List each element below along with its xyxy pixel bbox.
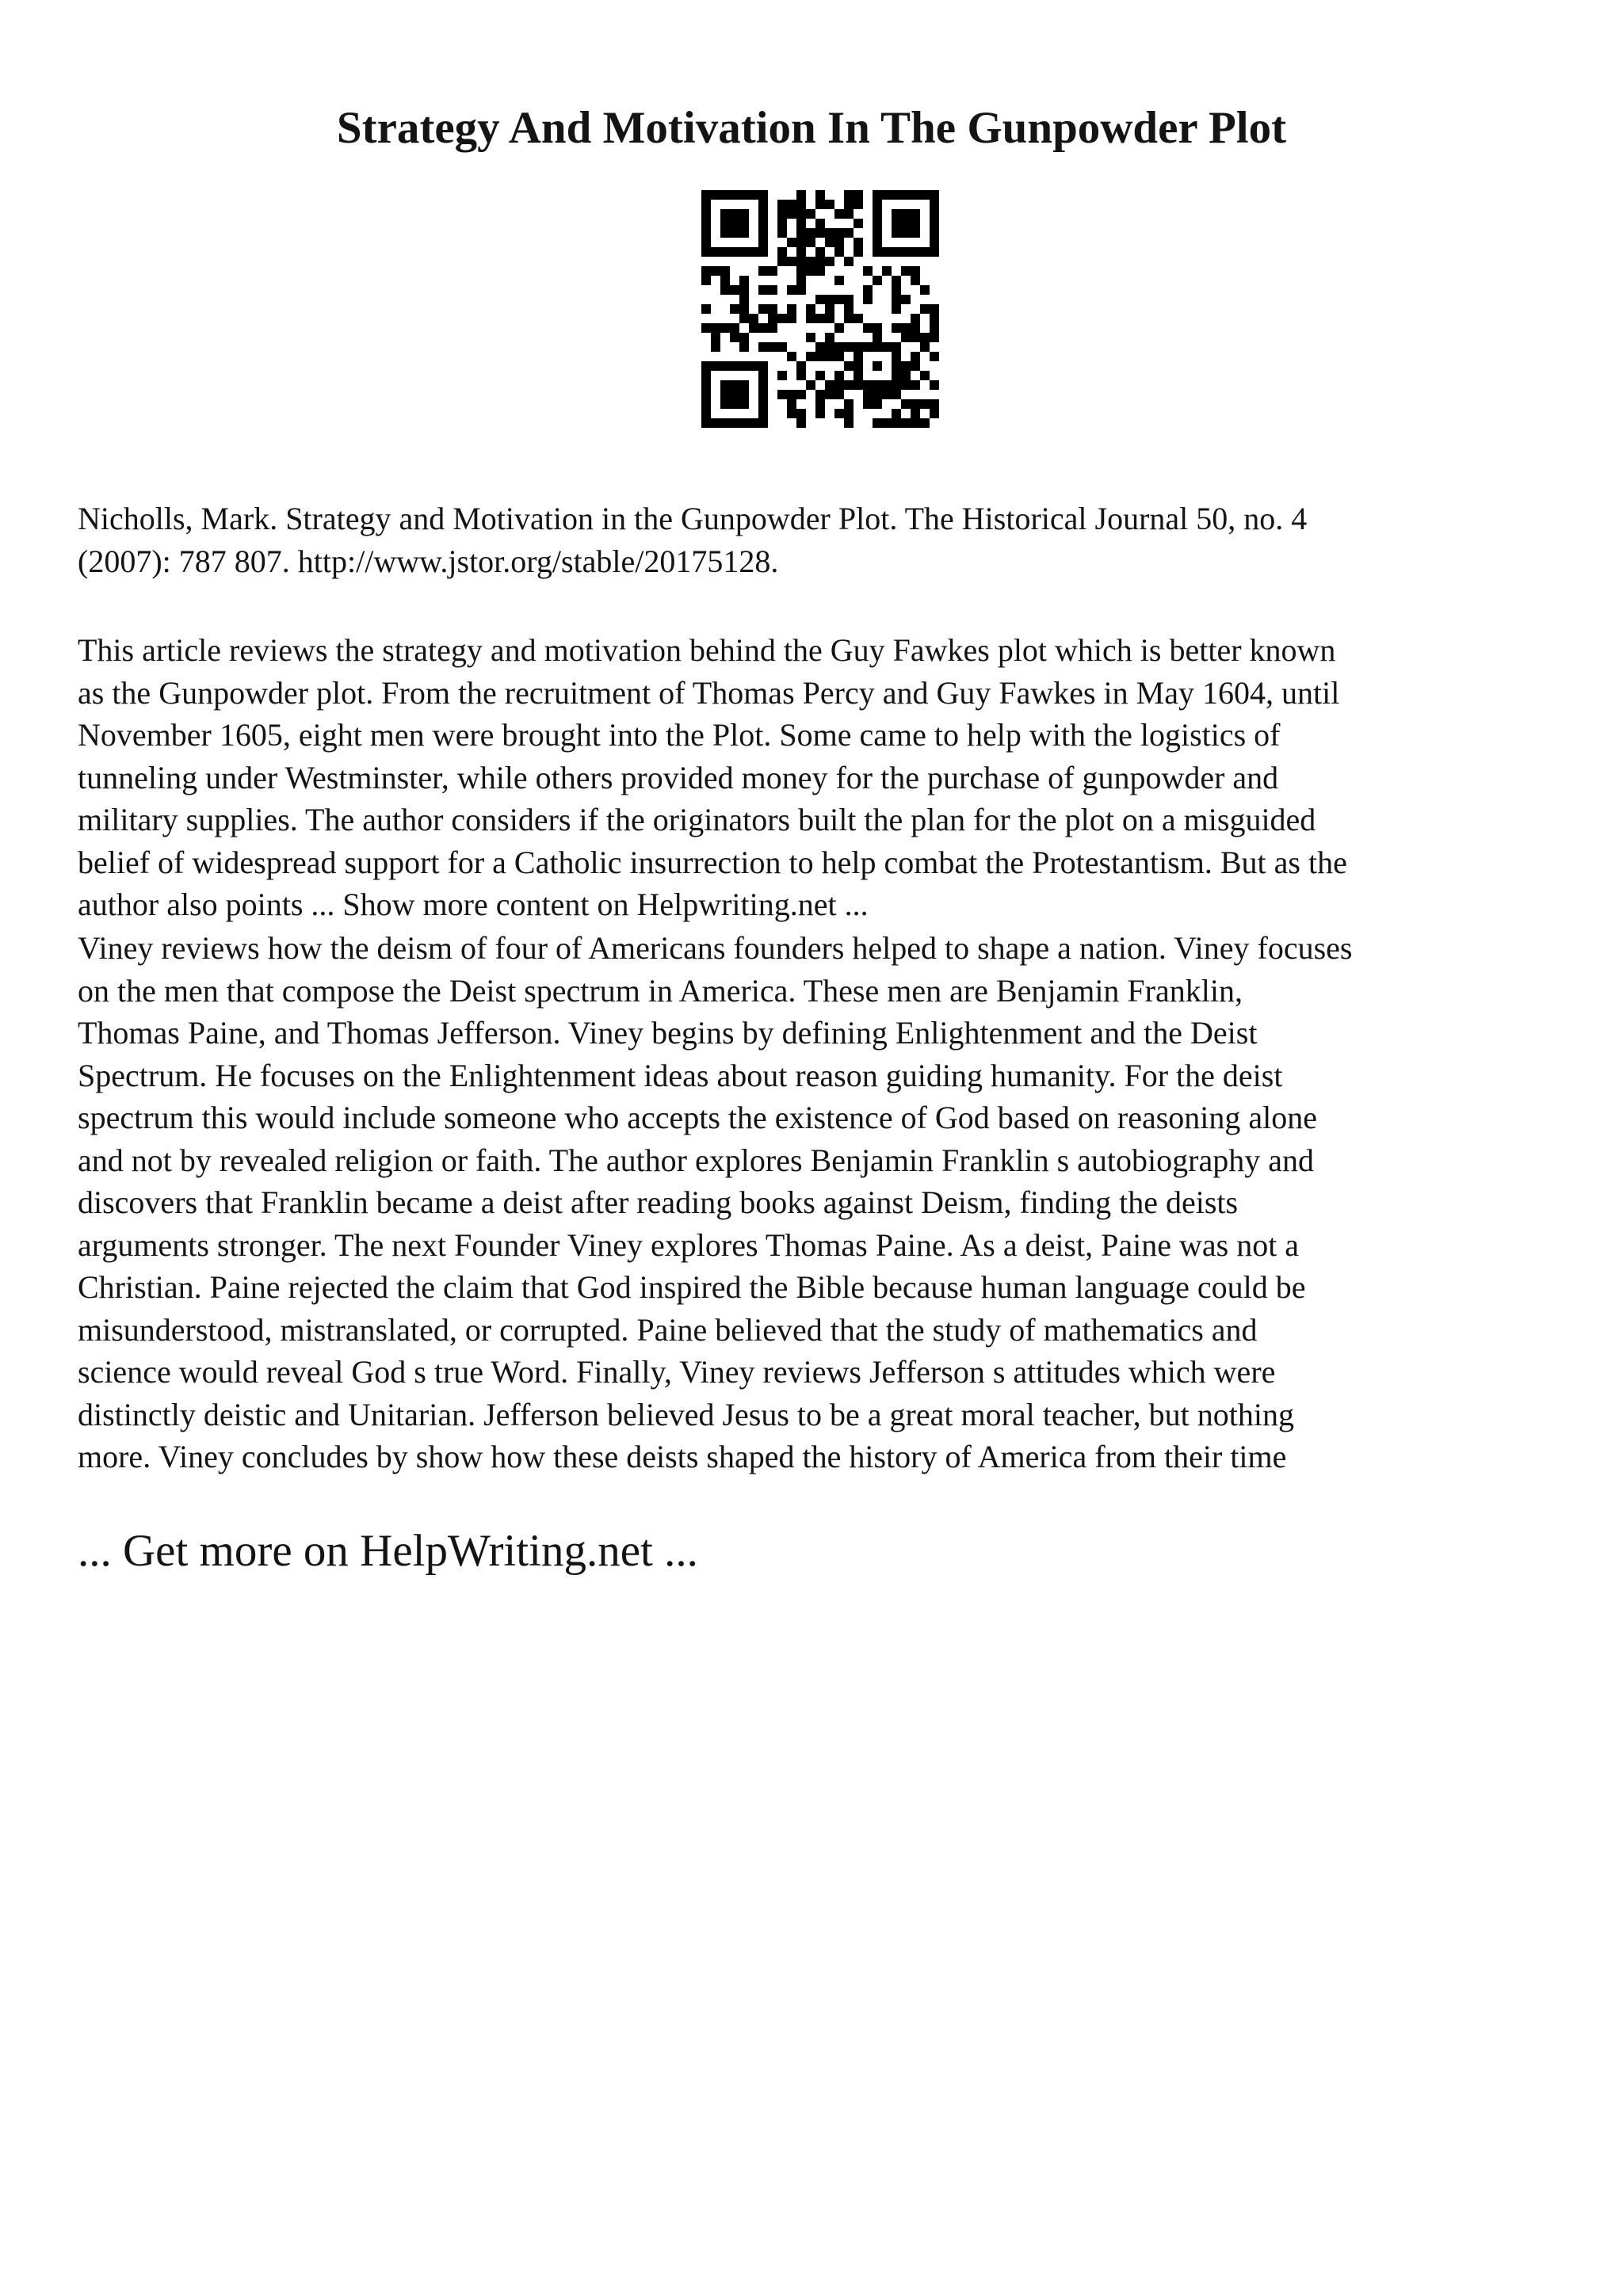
body-paragraph xyxy=(78,927,1575,1478)
paragraph-line: distinctly deistic and Unitarian. Jefferson believed Jesus to be a great moral teacher, but nothing xyxy=(78,1396,1294,1432)
paragraph-line: more. Viney concludes by show how these deists shaped the history of America from their time xyxy=(78,1439,1287,1474)
paragraph-line: military supplies. The author considers if the originators built the plan for the plot on a misguided xyxy=(78,802,1316,837)
paragraph-line: Christian. Paine rejected the claim that God inspired the Bible because human language could be xyxy=(78,1269,1306,1305)
paragraph-line: and not by revealed religion or faith. The author explores Benjamin Franklin s autobiography and xyxy=(78,1142,1314,1178)
page-title: Strategy And Motivation In The Gunpowder Plot xyxy=(336,103,1287,153)
paragraph-line: on the men that compose the Deist spectrum in America. These men are Benjamin Franklin, xyxy=(78,972,1243,1009)
citation xyxy=(78,498,1575,582)
paragraph-line: tunneling under Westminster, while others provided money for the purchase of gunpowder and xyxy=(78,759,1279,795)
qr-code-icon xyxy=(701,190,939,428)
citation-line: (2007): 787 807. http://www.jstor.org/stable/20175128. xyxy=(78,543,779,579)
paragraph-line: discovers that Franklin became a deist after reading books against Deism, finding the deists xyxy=(78,1184,1239,1220)
paragraph-line: arguments stronger. The next Founder Viney explores Thomas Paine. As a deist, Paine was not a xyxy=(78,1226,1300,1263)
paragraph-line: This article reviews the strategy and motivation behind the Guy Fawkes plot which is better known xyxy=(78,632,1336,668)
paragraph-line: science would reveal God s true Word. Finally, Viney reviews Jefferson s attitudes which were xyxy=(78,1354,1276,1390)
paragraph-line: Viney reviews how the deism of four of Americans founders helped to shape a nation. Viney focuses xyxy=(78,930,1353,966)
citation-line: Nicholls, Mark. Strategy and Motivation in the Gunpowder Plot. The Historical Journal 50, no. 4 xyxy=(78,501,1308,536)
paragraph-line: Thomas Paine, and Thomas Jefferson. Viney begins by defining Enlightenment and the Deist xyxy=(78,1015,1258,1051)
paragraph-line: as the Gunpowder plot. From the recruitment of Thomas Percy and Guy Fawkes in May 1604, until xyxy=(78,674,1340,711)
paragraph-line: author also points ... Show more content on Helpwriting.net ... xyxy=(78,887,869,922)
get-more-link[interactable]: ... Get more on HelpWriting.net ... xyxy=(78,1526,698,1576)
paragraph-line: spectrum this would include someone who accepts the existence of God based on reasoning alone xyxy=(78,1100,1318,1135)
body-paragraph xyxy=(78,629,1575,926)
paragraph-line: November 1605, eight men were brought into the Plot. Some came to help with the logistics of xyxy=(78,717,1281,753)
paragraph-line: misunderstood, mistranslated, or corrupted. Paine believed that the study of mathematics and xyxy=(78,1311,1258,1348)
paragraph-line: belief of widespread support for a Catholic insurrection to help combat the Protestantism. But as the xyxy=(78,844,1347,880)
paragraph-line: Spectrum. He focuses on the Enlightenment ideas about reason guiding humanity. For the deist xyxy=(78,1057,1283,1093)
